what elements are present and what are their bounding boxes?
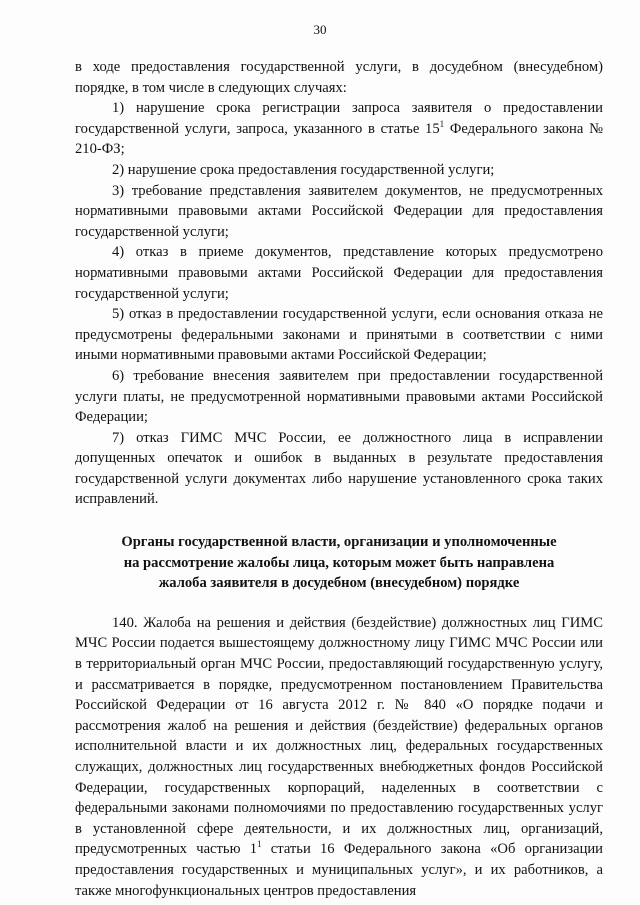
- paragraph-140-text-end: статьи 16 Федерального закона «Об организации предоставления государственных и муниципальных услуг», и их работников, а также многофункциональных центров предоставления: [75, 841, 603, 899]
- section-heading-line-3: жалоба заявителя в досудебном (внесудебном) порядке: [158, 575, 520, 592]
- list-item-4: 4) отказ в приеме документов, представление которых предусмотрено нормативными правовыми актами Российской Федерации для предоставления государственной услуги;: [75, 244, 603, 302]
- superscript-1: 1: [439, 118, 445, 129]
- list-item-6: 6) требование внесения заявителем при предоставлении государственной услуги платы, не предусмотренной нормативными правовыми актами Российской Федерации;: [75, 367, 603, 426]
- paragraph-140: [75, 613, 603, 901]
- list-item-5: 5) отказ в предоставлении государственной услуги, если основания отказа не предусмотрены федеральными законами и принятыми в соответствии с ними иными нормативными правовыми актами Российской Федерации;: [75, 306, 603, 364]
- superscript-1-article-16: 1: [257, 839, 262, 850]
- intro-paragraph: в ходе предоставления государственной услуги, в досудебном (внесудебном) порядке, в том числе в следующих случаях:: [75, 59, 603, 96]
- section-heading-line-1: Органы государственной власти, организации и уполномоченные: [121, 534, 557, 551]
- page-number: 30: [313, 22, 327, 37]
- list-item-7: 7) отказ ГИМС МЧС России, ее должностного лица в исправлении допущенных опечаток и ошибок в выданных в результате предоставления государственной услуги документах либо нарушение установленного срока таких исправлений.: [75, 429, 603, 508]
- list-item-2: 2) нарушение срока предоставления государственной услуги;: [112, 161, 495, 178]
- list-item-3: 3) требование представления заявителем документов, не предусмотренных нормативными правовыми актами Российской Федерации для предоставления государственной услуги;: [75, 182, 603, 240]
- document-body: [75, 57, 603, 901]
- section-heading: [75, 532, 603, 594]
- list-item-1: [75, 98, 603, 160]
- paragraph-140-text: 140. Жалоба на решения и действия (бездействие) должностных лиц ГИМС МЧС России подается вышестоящему должностному лицу ГИМС МЧС России или в территориальный орган МЧС России, предоставляющий государственную услугу, и рассматривается в порядке, предусмотренном постановлением Правительства Российской Федерации от 16 августа 2012 г. № 840 «О порядке подачи и рассмотрения жалоб на решения и действия (бездействие) федеральных органов исполнительной власти и их должностных лиц, федеральных государственных служащих, должностных лиц государственных внебюджетных фондов Российской Федерации, государственных корпораций, наделенных в соответствии с федеральными законами полномочиями по предоставлению государственных услуг в установленной сфере деятельности, и их должностных лиц, организаций, предусмотренных частью 1: [75, 614, 603, 858]
- section-heading-line-2: на рассмотрение жалобы лица, которым может быть направлена: [123, 554, 555, 571]
- list-item-1-text-end: Федерального закона № 210-ФЗ;: [75, 120, 603, 158]
- list-item-1-text: 1) нарушение срока регистрации запроса заявителя о предоставлении государственной услуги, запроса, указанного в статье 15: [75, 100, 603, 137]
